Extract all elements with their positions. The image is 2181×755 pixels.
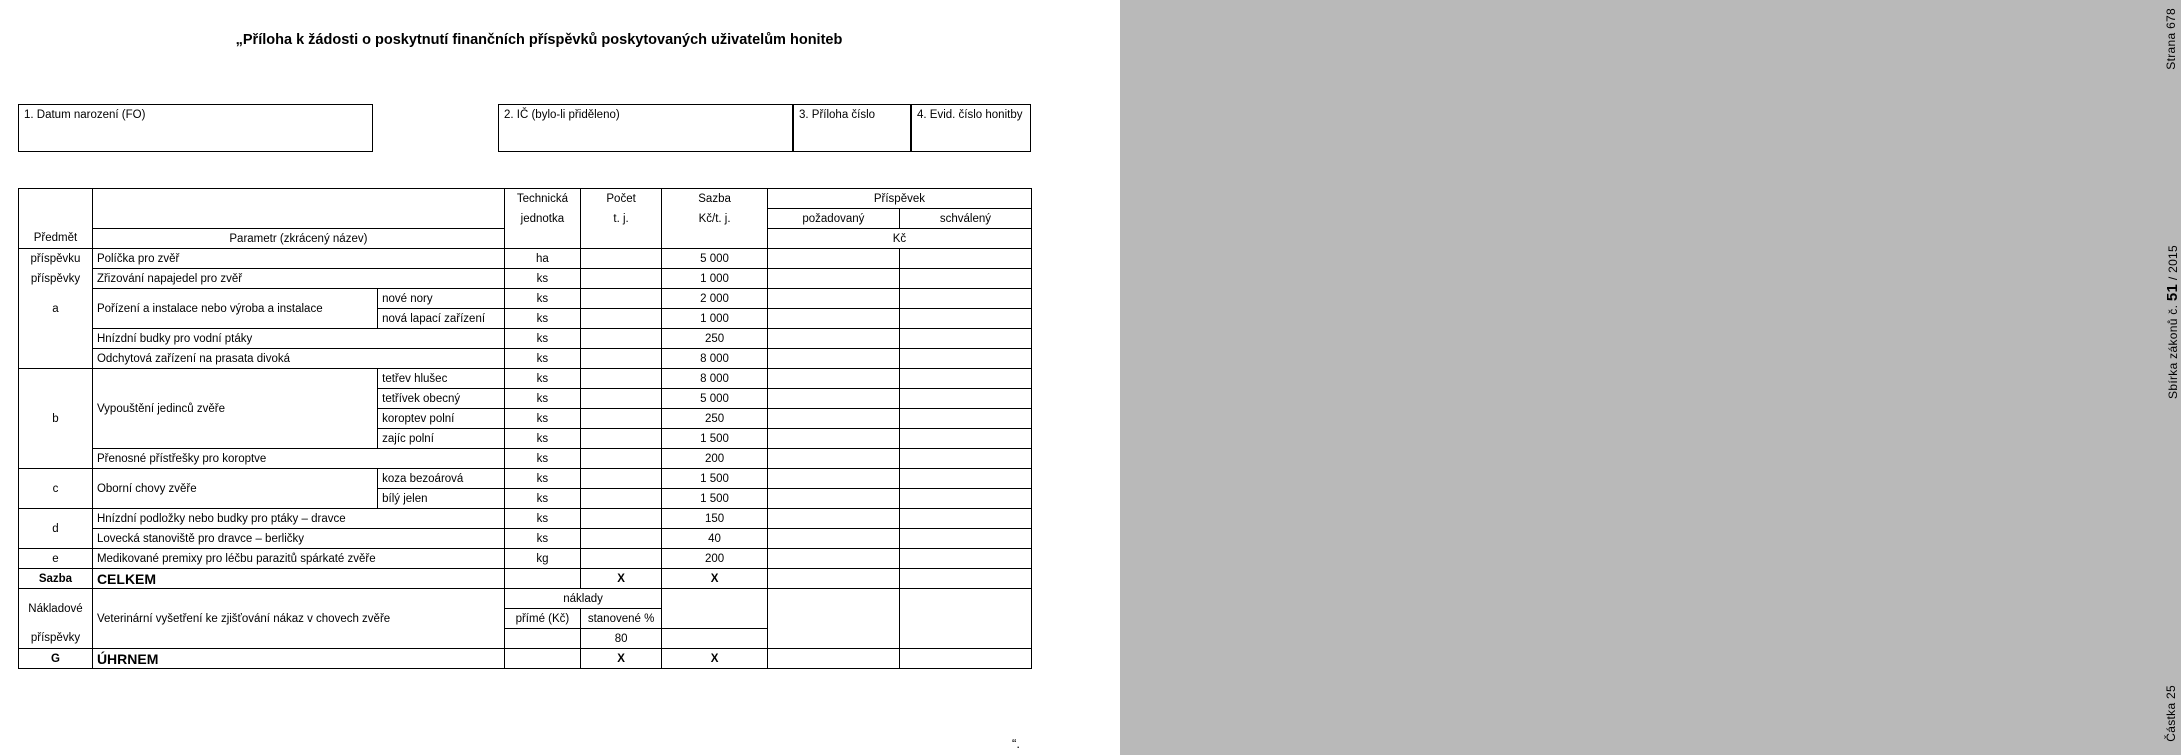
margin-collection-year: / 2015 [2166, 245, 2180, 281]
header-tj: t. j. [580, 209, 661, 229]
row-rate: 1 500 [662, 469, 768, 489]
row-approved-input[interactable] [899, 509, 1031, 529]
row-rate: 8 000 [662, 369, 768, 389]
row-subparam: zajíc polní [378, 429, 505, 449]
row-unit: ks [504, 289, 580, 309]
total-uhrnem-requested-input[interactable] [767, 649, 899, 669]
row-rate: 250 [662, 409, 768, 429]
row-param: Políčka pro zvěř [92, 249, 504, 269]
row-count-input[interactable] [580, 429, 661, 449]
vet-rate-spacer [662, 589, 768, 629]
row-count-input[interactable] [580, 309, 661, 329]
row-rate: 150 [662, 509, 768, 529]
total-celkem-requested-input[interactable] [767, 569, 899, 589]
table-row [19, 509, 1032, 529]
row-group-a: a [19, 289, 93, 329]
field-evid-cislo-honitby-label: 4. Evid. číslo honitby [917, 109, 1023, 121]
row-requested-input[interactable] [767, 389, 899, 409]
total-uhrnem-rate: X [662, 649, 768, 669]
nakladove-label-1: Nákladové [19, 589, 93, 629]
total-celkem-unit [504, 569, 580, 589]
header-pocet: Počet [580, 189, 661, 209]
row-rate: 40 [662, 529, 768, 549]
row-requested-input[interactable] [767, 529, 899, 549]
row-count-input[interactable] [580, 349, 661, 369]
row-requested-input[interactable] [767, 489, 899, 509]
header-kc: Kč [767, 229, 1031, 249]
row-approved-input[interactable] [899, 449, 1031, 469]
row-group-spacer [19, 329, 93, 349]
row-requested-input[interactable] [767, 469, 899, 489]
row-rate: 250 [662, 329, 768, 349]
table-row [19, 349, 1032, 369]
row-unit: ks [504, 449, 580, 469]
stanovene-label: stanovené % [580, 609, 661, 629]
row-rate: 1 500 [662, 489, 768, 509]
total-row-celkem [19, 569, 1032, 589]
row-rate: 1 000 [662, 309, 768, 329]
row-approved-input[interactable] [899, 289, 1031, 309]
row-rate: 8 000 [662, 349, 768, 369]
row-approved-input[interactable] [899, 489, 1031, 509]
contributions-table [18, 188, 1032, 669]
row-requested-input[interactable] [767, 449, 899, 469]
row-param: Hnízdní budky pro vodní ptáky [92, 329, 504, 349]
margin-collection-number: 51 [2164, 283, 2181, 302]
table-row [19, 529, 1032, 549]
row-requested-input[interactable] [767, 249, 899, 269]
header-jednotka: jednotka [504, 209, 580, 229]
row-count-input[interactable] [580, 289, 661, 309]
total-uhrnem-count: X [580, 649, 661, 669]
margin-page-label: Strana 678 [2164, 8, 2178, 70]
row-count-input[interactable] [580, 329, 661, 349]
row-approved-input[interactable] [899, 529, 1031, 549]
header-jednotka-spacer [504, 229, 580, 249]
row-unit: ks [504, 389, 580, 409]
header-technicka: Technická [504, 189, 580, 209]
row-unit: ks [504, 369, 580, 389]
row-requested-input[interactable] [767, 409, 899, 429]
row-approved-input[interactable] [899, 349, 1031, 369]
row-unit: ks [504, 529, 580, 549]
stanovene-value: 80 [580, 629, 661, 649]
row-group-spacer [19, 349, 93, 369]
row-count-input[interactable] [580, 449, 661, 469]
row-requested-input[interactable] [767, 509, 899, 529]
row-unit: ks [504, 409, 580, 429]
row-subparam: koroptev polní [378, 409, 505, 429]
table-row [19, 269, 1032, 289]
row-subparam: koza bezoárová [378, 469, 505, 489]
row-unit: ks [504, 309, 580, 329]
row-group-prispevky: příspěvku [19, 249, 93, 269]
row-subparam: nová lapací zařízení [378, 309, 505, 329]
prime-value-input[interactable] [504, 629, 580, 649]
row-approved-input[interactable] [899, 429, 1031, 449]
row-requested-input[interactable] [767, 429, 899, 449]
header-sazba: Sazba [662, 189, 768, 209]
row-requested-input[interactable] [767, 309, 899, 329]
header-sazba-spacer [662, 229, 768, 249]
row-param: Vypouštění jedinců zvěře [92, 369, 377, 449]
row-subparam: nové nory [378, 289, 505, 309]
row-approved-input[interactable] [899, 269, 1031, 289]
row-param: Odchytová zařízení na prasata divoká [92, 349, 504, 369]
row-count-input[interactable] [580, 389, 661, 409]
field-evid-cislo-honitby[interactable] [911, 104, 1031, 152]
vet-approved-input[interactable] [899, 589, 1031, 649]
row-param: Pořízení a instalace nebo výroba a instalace [92, 289, 377, 329]
header-parametr: Parametr (zkrácený název) [92, 229, 504, 249]
header-prispevek: Příspěvek [767, 189, 1031, 209]
row-subparam: tetřívek obecný [378, 389, 505, 409]
row-rate: 5 000 [662, 249, 768, 269]
field-priloha-cislo-label: 3. Příloha číslo [799, 109, 876, 121]
row-count-input[interactable] [580, 409, 661, 429]
page-margin-strip [1078, 0, 2181, 755]
row-rate: 2 000 [662, 289, 768, 309]
row-rate: 200 [662, 449, 768, 469]
row-rate: 5 000 [662, 389, 768, 409]
row-requested-input[interactable] [767, 349, 899, 369]
header-parametr-cell [92, 189, 504, 229]
total-uhrnem-approved-input[interactable] [899, 649, 1031, 669]
total-row-uhrnem [19, 649, 1032, 669]
row-approved-input[interactable] [899, 249, 1031, 269]
row-rate: 200 [662, 549, 768, 569]
row-group-d: d [19, 509, 93, 549]
row-unit: ha [504, 249, 580, 269]
row-requested-input[interactable] [767, 269, 899, 289]
row-param: Zřizování napajedel pro zvěř [92, 269, 504, 289]
row-requested-input[interactable] [767, 329, 899, 349]
margin-issue-label: Částka 25 [2164, 685, 2178, 742]
header-kc-tj: Kč/t. j. [662, 209, 768, 229]
row-unit: ks [504, 269, 580, 289]
table-row [19, 369, 1032, 389]
field-datum-narozeni[interactable] [18, 104, 373, 152]
vet-text: Veterinární vyšetření ke zjišťování nákaz v chovech zvěře [92, 589, 504, 649]
total-uhrnem-unit [504, 649, 580, 669]
table-header-row-1 [19, 189, 1032, 209]
row-count-input[interactable] [580, 509, 661, 529]
row-requested-input[interactable] [767, 369, 899, 389]
row-approved-input[interactable] [899, 389, 1031, 409]
row-unit: ks [504, 469, 580, 489]
header-pozadovany: požadovaný [767, 209, 899, 229]
row-approved-input[interactable] [899, 309, 1031, 329]
row-group-e: e [19, 549, 93, 569]
total-g-label: G [19, 649, 93, 669]
header-pocet-spacer [580, 229, 661, 249]
table-row [19, 469, 1032, 489]
table-row [19, 549, 1032, 569]
field-datum-narozeni-label: 1. Datum narození (FO) [24, 109, 146, 121]
row-count-input[interactable] [580, 489, 661, 509]
row-unit: ks [504, 329, 580, 349]
row-count-input[interactable] [580, 369, 661, 389]
row-param: Hnízdní podložky nebo budky pro ptáky – dravce [92, 509, 504, 529]
row-group-b: b [19, 369, 93, 469]
total-uhrnem-label: ÚHRNEM [92, 649, 504, 669]
row-approved-input[interactable] [899, 329, 1031, 349]
row-param: Oborní chovy zvěře [92, 469, 377, 509]
row-count-input[interactable] [580, 529, 661, 549]
row-subparam: tetřev hlušec [378, 369, 505, 389]
closing-quote: “. [1012, 736, 1020, 751]
row-unit: ks [504, 349, 580, 369]
row-unit: ks [504, 429, 580, 449]
page-title: „Příloha k žádosti o poskytnutí finančních příspěvků poskytovaných uživatelům honiteb [235, 32, 843, 48]
total-sazba-label: Sazba [19, 569, 93, 589]
table-header-row-3 [19, 229, 1032, 249]
row-count-input[interactable] [580, 269, 661, 289]
field-ic[interactable] [498, 104, 793, 152]
table-row [19, 289, 1032, 309]
row-rate: 1 000 [662, 269, 768, 289]
total-celkem-count: X [580, 569, 661, 589]
naklady-label: náklady [504, 589, 661, 609]
margin-collection-label [2164, 245, 2181, 399]
total-celkem-approved-input[interactable] [899, 569, 1031, 589]
row-requested-input[interactable] [767, 549, 899, 569]
row-rate: 1 500 [662, 429, 768, 449]
header-predmet-cell [19, 189, 93, 229]
vet-rate-cell [662, 629, 768, 649]
row-group-c: c [19, 469, 93, 509]
total-celkem-rate: X [662, 569, 768, 589]
row-unit: ks [504, 509, 580, 529]
field-priloha-cislo[interactable] [793, 104, 911, 152]
vet-requested-input[interactable] [767, 589, 899, 649]
total-celkem-label: CELKEM [92, 569, 504, 589]
row-count-input[interactable] [580, 249, 661, 269]
row-unit: ks [504, 489, 580, 509]
table-row [19, 449, 1032, 469]
nakladove-label-2: příspěvky [19, 629, 93, 649]
row-approved-input[interactable] [899, 369, 1031, 389]
header-predmet: Předmět [19, 229, 93, 249]
row-param: Přenosné přístřešky pro koroptve [92, 449, 504, 469]
row-param: Medikované premixy pro léčbu parazitů spárkaté zvěře [92, 549, 504, 569]
prime-label: přímé (Kč) [504, 609, 580, 629]
vet-row-1 [19, 589, 1032, 609]
row-subparam: bílý jelen [378, 489, 505, 509]
row-count-input[interactable] [580, 469, 661, 489]
row-unit: kg [504, 549, 580, 569]
field-ic-label: 2. IČ (bylo-li přiděleno) [504, 109, 620, 121]
table-row [19, 249, 1032, 269]
row-count-input[interactable] [580, 549, 661, 569]
row-approved-input[interactable] [899, 469, 1031, 489]
row-group-label: příspěvky [19, 269, 93, 289]
row-param: Lovecká stanoviště pro dravce – berličky [92, 529, 504, 549]
header-schvaleny: schválený [899, 209, 1031, 229]
margin-collection-pre: Sbírka zákonů č. [2166, 304, 2180, 399]
row-approved-input[interactable] [899, 409, 1031, 429]
row-approved-input[interactable] [899, 549, 1031, 569]
row-requested-input[interactable] [767, 289, 899, 309]
table-row [19, 329, 1032, 349]
document-page [0, 0, 1078, 755]
